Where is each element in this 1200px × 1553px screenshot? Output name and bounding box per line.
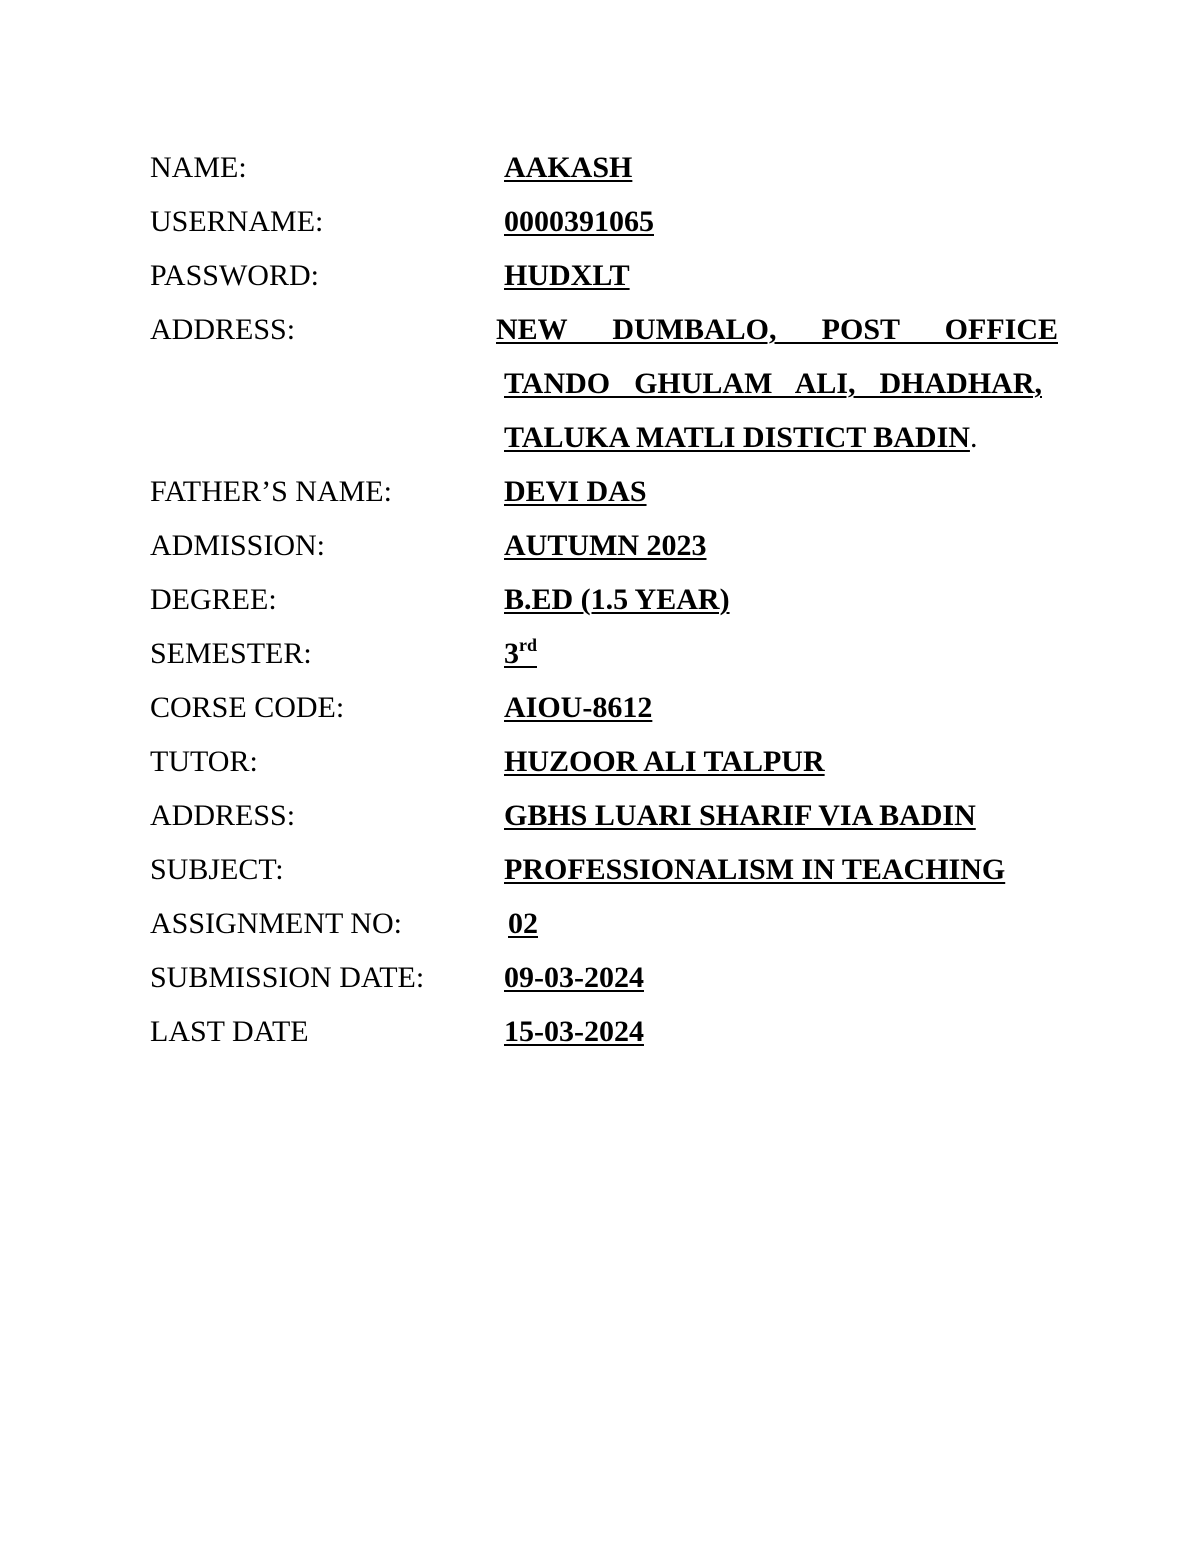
address-line-3	[504, 420, 977, 456]
address-label: ADDRESS:	[150, 313, 296, 346]
username-value: 0000391065	[504, 205, 654, 238]
admission-value: AUTUMN 2023	[504, 529, 707, 562]
assignment-no-label: ASSIGNMENT NO:	[150, 907, 402, 940]
degree-label: DEGREE:	[150, 583, 277, 616]
father-name-label: FATHER’S NAME:	[150, 475, 392, 508]
tutor-value: HUZOOR ALI TALPUR	[504, 745, 825, 778]
course-code-label: CORSE CODE:	[150, 691, 345, 724]
degree-value: B.ED (1.5 YEAR)	[504, 583, 730, 616]
address-line-3-text: TALUKA MATLI DISTICT BADIN	[504, 421, 970, 454]
father-name-value: DEVI DAS	[504, 475, 647, 508]
name-label: NAME:	[150, 151, 247, 184]
password-label: PASSWORD:	[150, 259, 319, 292]
semester-suffix: rd	[519, 635, 537, 655]
tutor-address-value: GBHS LUARI SHARIF VIA BADIN	[504, 799, 976, 832]
password-value: HUDXLT	[504, 259, 630, 292]
semester-value	[504, 636, 537, 672]
name-value: AAKASH	[504, 151, 633, 184]
address-line-2	[504, 366, 1042, 402]
admission-label: ADMISSION:	[150, 529, 326, 562]
semester-label: SEMESTER:	[150, 637, 312, 670]
submission-date-value: 09-03-2024	[504, 961, 644, 994]
address-line-2-text: TANDO GHULAM ALI, DHADHAR,	[504, 367, 1042, 400]
course-code-value: AIOU-8612	[504, 691, 653, 724]
assignment-no-value: 02	[508, 907, 538, 940]
subject-value: PROFESSIONALISM IN TEACHING	[504, 853, 1006, 886]
semester-number: 3	[504, 637, 519, 670]
address-line-1-text: NEW DUMBALO, POST OFFICE	[496, 313, 1058, 346]
address-line-1	[496, 312, 1058, 348]
address-end-punct: .	[969, 421, 978, 454]
last-date-label: LAST DATE	[150, 1015, 309, 1048]
subject-label: SUBJECT:	[150, 853, 284, 886]
tutor-label: TUTOR:	[150, 745, 258, 778]
tutor-address-label: ADDRESS:	[150, 799, 296, 832]
submission-date-label: SUBMISSION DATE:	[150, 961, 425, 994]
last-date-value: 15-03-2024	[504, 1015, 644, 1048]
username-label: USERNAME:	[150, 205, 324, 238]
